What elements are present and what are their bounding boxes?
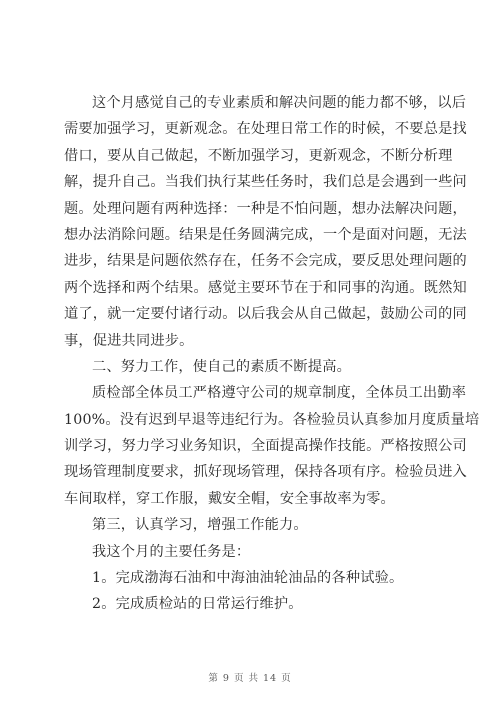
- text-line: 道了，就一定要付诸行动。以后我会从自己做起，鼓励公司的同: [64, 306, 467, 323]
- text-line: 借口，要从自己做起，不断加强学习，更新观念，不断分析理: [64, 147, 453, 164]
- text-line: 1。完成渤海石油和中海油油轮油品的各种试验。: [92, 570, 404, 587]
- text-line: 进步，结果是问题依然存在，任务不会完成，要反思处理问题的: [64, 253, 467, 270]
- text-line: 车间取样，穿工作服，戴安全帽，安全事故率为零。: [64, 490, 395, 507]
- text-line: 两个选择和两个结果。感觉主要环节在于和同事的沟通。既然知: [64, 279, 467, 296]
- text-line: 事，促进共同进步。: [64, 332, 194, 349]
- text-line: 这个月感觉自己的专业素质和解决问题的能力都不够，以后: [92, 95, 467, 111]
- text-line: 训学习，努力学习业务知识，全面提高操作技能。严格按照公司: [64, 438, 467, 455]
- text-line: 2。完成质检站的日常运行维护。: [92, 596, 303, 613]
- text-line: 我这个月的主要任务是：: [92, 543, 251, 560]
- text-line: 现场管理制度要求，抓好现场管理，保持各项有序。检验员进入: [64, 464, 467, 481]
- document-body: [64, 90, 480, 618]
- text-line: 第三，认真学习，增强工作能力。: [92, 517, 308, 534]
- page-footer: 第 9 页 共 14 页: [208, 673, 292, 684]
- text-line: 题。处理问题有两种选择：一种是不怕问题，想办法解决问题，: [64, 200, 467, 217]
- text-line: 二、努力工作，使自己的素质不断提高。: [92, 358, 351, 375]
- text-line: 想办法消除问题。结果是任务圆满完成，一个是面对问题，无法: [64, 226, 467, 243]
- text-line: 质检部全体员工严格遵守公司的规章制度，全体员工出勤率: [92, 385, 467, 402]
- text-line: 100%。没有迟到早退等违纪行为。各检验员认真参加月度质量培: [64, 411, 480, 428]
- text-line: 解，提升自己。当我们执行某些任务时，我们总是会遇到一些问: [64, 174, 467, 191]
- text-line: 需要加强学习，更新观念。在处理日常工作的时候，不要总是找: [64, 121, 467, 138]
